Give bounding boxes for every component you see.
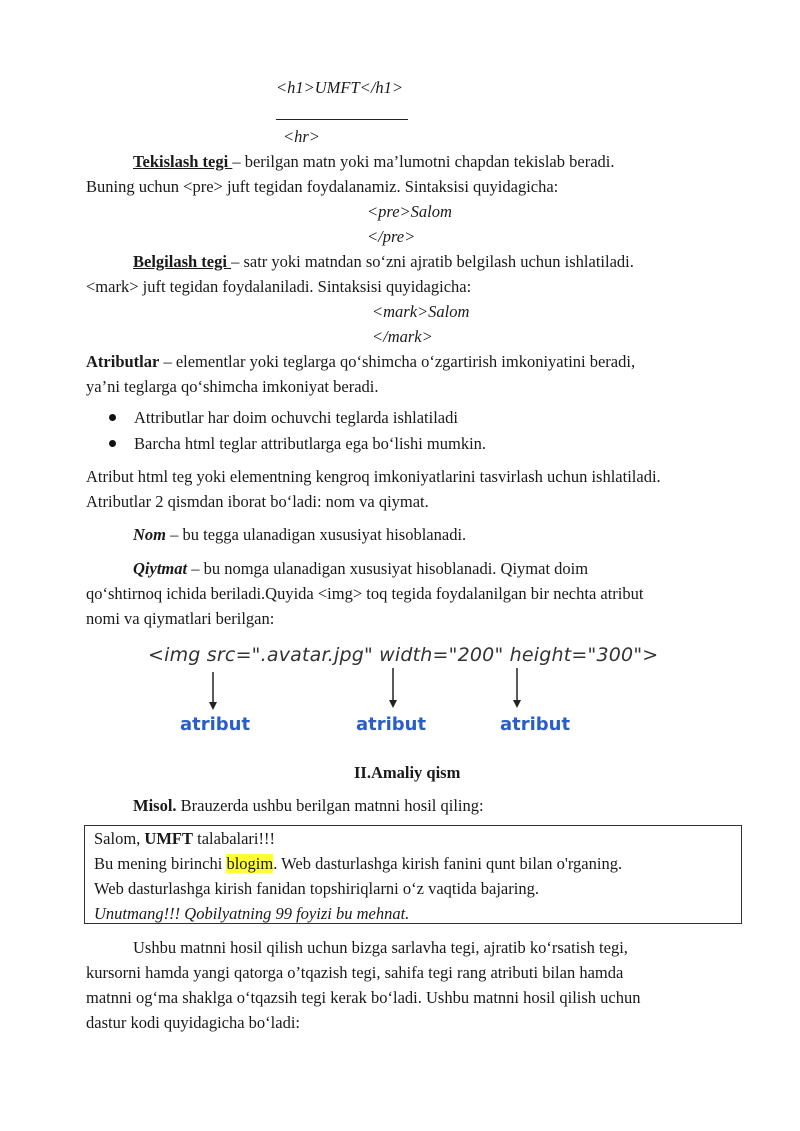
para-final-line1: Ushbu matnni hosil qilish uchun bizga sarlavha tegi, ajratib ko‘rsatish tegi, — [133, 938, 628, 957]
para-nom — [133, 522, 466, 547]
para-qiymat-line2: qo‘shtirnoq ichida beriladi.Quyida <img> toq tegida foydalanilgan bir nechta atribut — [86, 584, 644, 603]
para-mark-text1: – satr yoki matndan so‘zni ajratib belgilash uchun ishlatiladi. — [231, 252, 634, 271]
para-final-line2: kursorni hamda yangi qatorga o’tqazish tegi, sahifa tegi rang atributi bilan hamda — [86, 963, 624, 982]
bullet-icon — [109, 440, 116, 447]
example-box — [84, 825, 742, 924]
code-line-hr: <hr> — [283, 127, 320, 146]
diagram-code: <img src=".avatar.jpg" width="200" height="300"> — [148, 644, 659, 666]
para-pre-text1: – berilgan matn yoki ma’lumotni chapdan tekislab beradi. — [232, 152, 615, 171]
arrow-2 — [389, 668, 397, 708]
example-text: Brauzerda ushbu berilgan matnni hosil qiling: — [176, 796, 484, 815]
para-atributlar-line1 — [86, 349, 635, 374]
term-atributlar: Atributlar — [86, 352, 160, 371]
para-qiymat-text1: – bu nomga ulanadigan xususiyat hisoblanadi. Qiymat doim — [187, 559, 589, 578]
box-line-2 — [94, 851, 622, 876]
term-tekislash: Tekislash tegi — [133, 152, 233, 171]
term-belgilash: Belgilash tegi — [133, 252, 232, 271]
code-line-h1: <h1>UMFT</h1> — [276, 78, 404, 97]
para-pre-line2: Buning uchun <pre> juft tegidan foydalanamiz. Sintaksisi quyidagicha: — [86, 177, 559, 196]
box-line-1-a: Salom, — [94, 829, 145, 848]
arrow-3 — [513, 668, 521, 708]
list-item-text: Barcha html teglar attributlarga ega bo‘lishi mumkin. — [134, 434, 487, 453]
bullet-list — [86, 405, 486, 457]
box-line-1-bold: UMFT — [144, 829, 193, 848]
para-qiymat-line1 — [133, 556, 588, 581]
attribute-diagram — [140, 640, 660, 740]
para-pre-line1 — [133, 149, 615, 174]
para-final-line4: dastur kodi quyidagicha bo‘ladi: — [86, 1013, 300, 1032]
para-nom-text: – bu tegga ulanadigan xususiyat hisoblanadi. — [166, 525, 467, 544]
bullet-icon — [109, 414, 116, 421]
term-nom: Nom — [133, 525, 166, 544]
code-pre-open: <pre>Salom — [367, 202, 452, 221]
para-mark-line1 — [133, 249, 634, 274]
example-line — [133, 793, 484, 818]
para-final-line3: matnni og‘ma shaklga o‘tqazsih tegi kerak bo‘ladi. Ushbu matnni hosil qilish uchun — [86, 988, 641, 1007]
list-item — [86, 431, 486, 457]
para-mark-line2: <mark> juft tegidan foydalaniladi. Sintaksisi quyidagicha: — [86, 277, 472, 296]
term-qiytmat: Qiytmat — [133, 559, 188, 578]
code-mark-close: </mark> — [372, 327, 433, 346]
para-atribut-line1: Atribut html teg yoki elementning kengroq imkoniyatlarini tasvirlash uchun ishlatiladi. — [86, 467, 661, 486]
highlighted-word: blogim — [226, 854, 274, 873]
box-line-2-c: . Web dasturlashga kirish fanini qunt bilan o'rganing. — [273, 854, 623, 873]
code-mark-open: <mark>Salom — [372, 302, 470, 321]
section-title: II.Amaliy qism — [354, 763, 461, 782]
box-line-1-c: talabalari!!! — [193, 829, 275, 848]
list-item-text: Attributlar har doim ochuvchi teglarda ishlatiladi — [134, 408, 458, 427]
attribute-label-3: atribut — [500, 714, 571, 735]
para-qiymat-line3: nomi va qiymatlari berilgan: — [86, 609, 275, 628]
box-line-2-a: Bu mening birinchi — [94, 854, 227, 873]
box-line-4: Unutmang!!! Qobilyatning 99 foyizi bu mehnat. — [94, 904, 410, 923]
para-atributlar-line2: ya’ni teglarga qo‘shimcha imkoniyat beradi. — [86, 377, 379, 396]
box-line-1 — [94, 826, 275, 851]
attribute-label-1: atribut — [180, 714, 251, 735]
code-pre-close: </pre> — [367, 227, 416, 246]
attribute-label-2: atribut — [356, 714, 427, 735]
list-item — [86, 405, 486, 431]
box-line-3: Web dasturlashga kirish fanidan topshiriqlarni o‘z vaqtida bajaring. — [94, 879, 539, 898]
term-misol: Misol. — [133, 796, 177, 815]
horizontal-rule — [276, 119, 408, 120]
para-atributlar-text1: – elementlar yoki teglarga qo‘shimcha o‘zgartirish imkoniyatini beradi, — [159, 352, 636, 371]
arrow-1 — [209, 672, 217, 710]
para-atribut-line2: Atributlar 2 qismdan iborat bo‘ladi: nom va qiymat. — [86, 492, 429, 511]
